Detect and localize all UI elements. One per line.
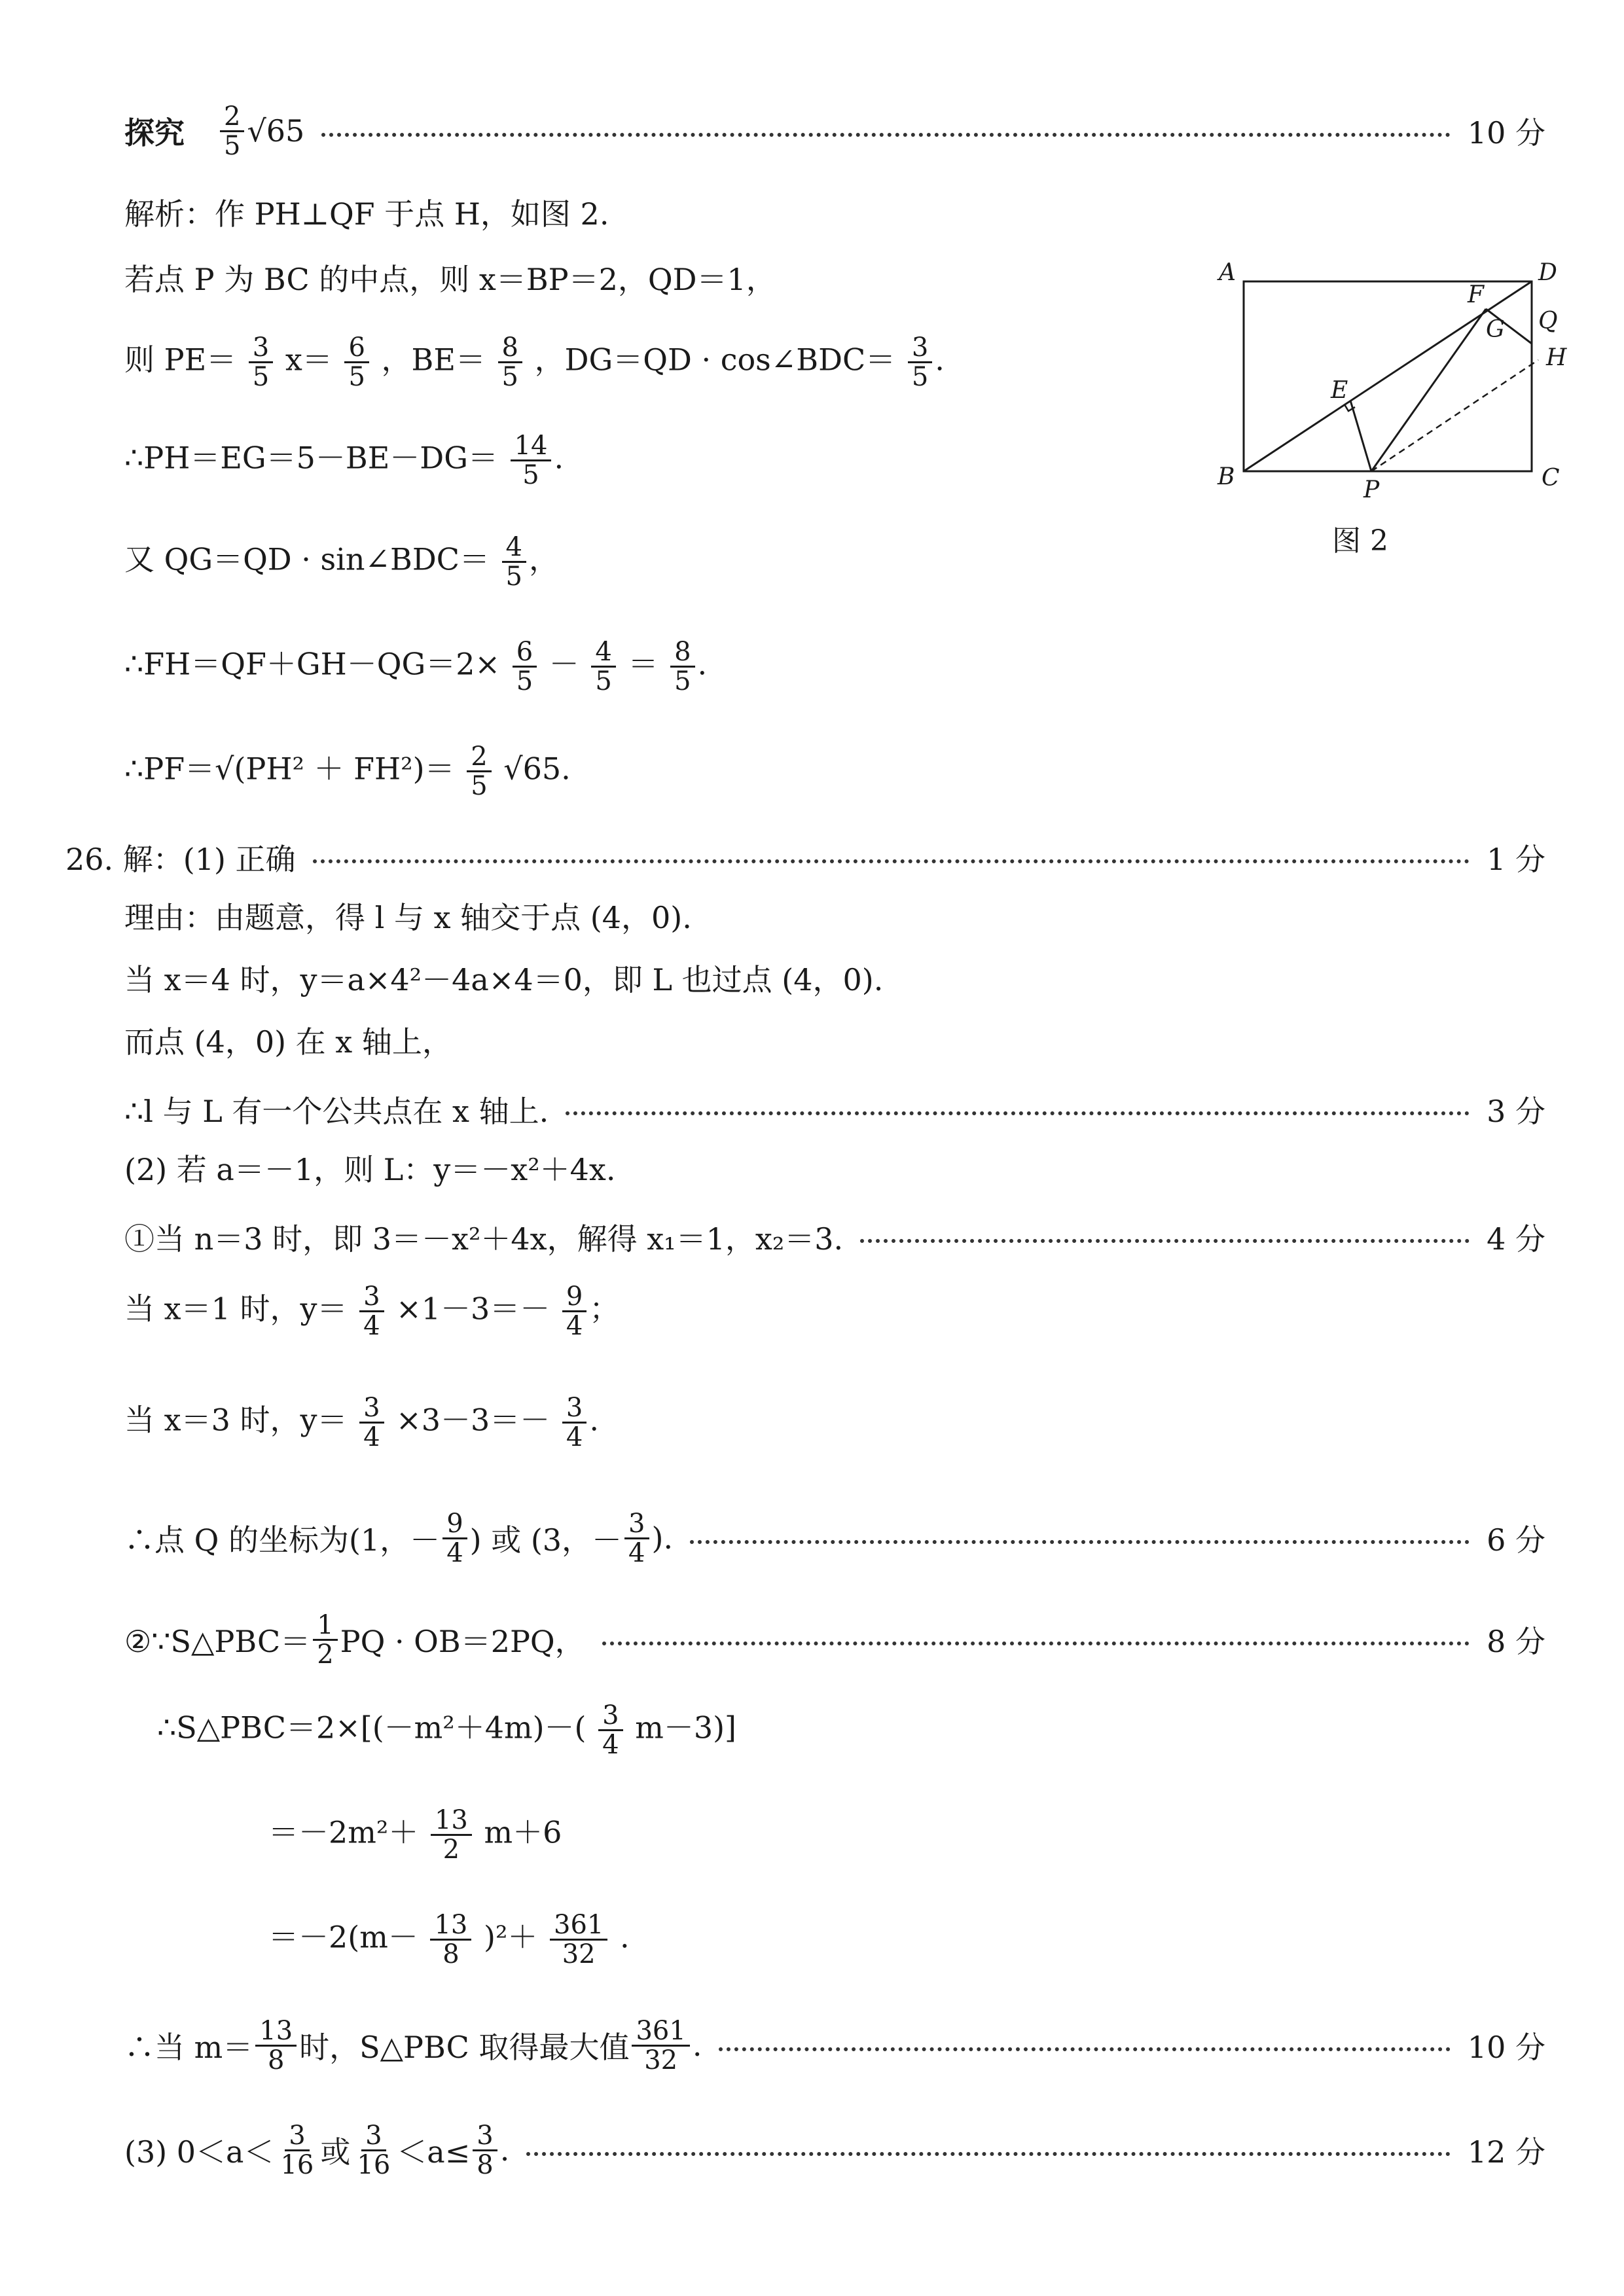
q26-expand-1: ＝－2m²＋ $\frac{13}{2}$ m＋6	[268, 1805, 562, 1865]
dashed-ph	[1371, 360, 1538, 471]
score-4: 4 分	[1487, 1221, 1545, 1257]
leader-dots	[313, 859, 1470, 863]
leader-dots	[566, 1111, 1470, 1115]
score-10-max: 10 分	[1467, 2030, 1545, 2065]
q26-case2-row: ②∵S△PBC＝ $\frac{1}{2}$ PQ · OB＝2PQ， 8 分	[124, 1609, 1545, 1670]
analysis-line-1: 解析：作 PH⊥QF 于点 H，如图 2.	[124, 196, 609, 232]
score-6: 6 分	[1487, 1522, 1545, 1558]
q26-case1-row: ①当 n＝3 时，即 3＝－x²＋4x，解得 x₁＝1，x₂＝3. 4 分	[124, 1217, 1545, 1257]
q26-expand-2: ＝－2(m－ $\frac{13}{8}$ )²＋ $\frac{361}{32}$ .	[268, 1910, 630, 1969]
segment-pf	[1371, 309, 1486, 471]
q26-common-row: ∴l 与 L 有一个公共点在 x 轴上. 3 分	[124, 1090, 1545, 1129]
geometry-figure	[1211, 255, 1567, 504]
label-q: Q	[1538, 308, 1558, 334]
analysis-line-7: ∴PF＝√(PH² ＋ FH²)＝ $\frac{2}{5}$ √65.	[124, 742, 571, 801]
label-p: P	[1363, 476, 1380, 503]
label-a: A	[1219, 259, 1236, 286]
q26-area-expr: ∴S△PBC＝2×[(－m²＋4m)－( $\frac{3}{4}$ m－3)]	[157, 1700, 736, 1760]
q26-part2: (2) 若 a＝－1，则 L：y＝－x²＋4x.	[124, 1152, 616, 1187]
segment-pe	[1350, 401, 1371, 471]
score-3: 3 分	[1487, 1094, 1545, 1129]
leader-dots	[321, 133, 1451, 137]
explore-label: 探究	[124, 115, 185, 151]
leader-dots	[690, 1540, 1470, 1544]
analysis-line-2: 若点 P 为 BC 的中点，则 x＝BP＝2，QD＝1，	[124, 262, 776, 297]
figure-caption: 图 2	[1332, 524, 1388, 558]
label-f: F	[1468, 281, 1484, 308]
label-g: G	[1486, 316, 1505, 343]
q26-max-row: ∴当 m＝ $\frac{13}{8}$ 时，S△PBC 取得最大值 $\frac{361}{32}$ . 10 分	[124, 2015, 1545, 2075]
q26-when4: 当 x＝4 时，y＝a×4²－4a×4＝0，即 L 也过点 (4，0).	[124, 962, 884, 997]
explore-root: √65	[247, 113, 305, 149]
score-1: 1 分	[1487, 842, 1545, 877]
analysis-line-3: 则 PE＝ $\frac{3}{5}$ x＝ $\frac{6}{5}$ ，BE＝ $\frac{8}{5}$ ，DG＝QD · cos∠BDC＝ $\frac{3}{5}$ .	[124, 332, 945, 392]
score-12: 12 分	[1467, 2134, 1545, 2170]
score-10: 10 分	[1467, 115, 1545, 151]
q26-point: 而点 (4，0) 在 x 轴上，	[124, 1024, 452, 1060]
q26-part1-row: 26. 解：(1) 正确 1 分	[65, 838, 1545, 877]
leader-dots	[526, 2152, 1451, 2156]
label-b: B	[1218, 463, 1235, 490]
q26-y3: 当 x＝3 时，y＝ $\frac{3}{4}$ ×3－3＝－ $\frac{3}{4}$ .	[124, 1393, 599, 1452]
score-8: 8 分	[1487, 1624, 1545, 1659]
label-c: C	[1542, 465, 1560, 492]
q26-part3-row: (3) 0＜a＜ $\frac{3}{16}$ 或 $\frac{3}{16}$ ＜a≤ $\frac{3}{8}$ . 12 分	[124, 2120, 1545, 2180]
analysis-line-4: ∴PH＝EG＝5－BE－DG＝ $\frac{14}{5}$ .	[124, 431, 564, 490]
label-h: H	[1546, 344, 1567, 371]
q26-reason: 理由：由题意，得 l 与 x 轴交于点 (4，0).	[124, 900, 692, 935]
leader-dots	[860, 1239, 1470, 1243]
leader-dots	[719, 2047, 1450, 2051]
label-d: D	[1538, 259, 1557, 286]
explore-row	[124, 101, 1545, 161]
analysis-line-6: ∴FH＝QF＋GH－QG＝2× $\frac{6}{5}$ － $\frac{4}{5}$ ＝ $\frac{8}{5}$ .	[124, 637, 708, 696]
leader-dots	[602, 1641, 1470, 1645]
explore-fraction: $\frac{2}{5}$	[220, 103, 244, 160]
label-e: E	[1331, 377, 1348, 404]
analysis-line-5: 又 QG＝QD · sin∠BDC＝ $\frac{4}{5}$ ，	[124, 532, 559, 592]
q26-y1: 当 x＝1 时，y＝ $\frac{3}{4}$ ×1－3＝－ $\frac{9}{4}$ ；	[124, 1282, 620, 1341]
q26-qcoord-row: ∴点 Q 的坐标为 (1，－ $\frac{9}{4}$ ) 或 (3，－ $\frac{3}{4}$ ). 6 分	[124, 1508, 1545, 1568]
